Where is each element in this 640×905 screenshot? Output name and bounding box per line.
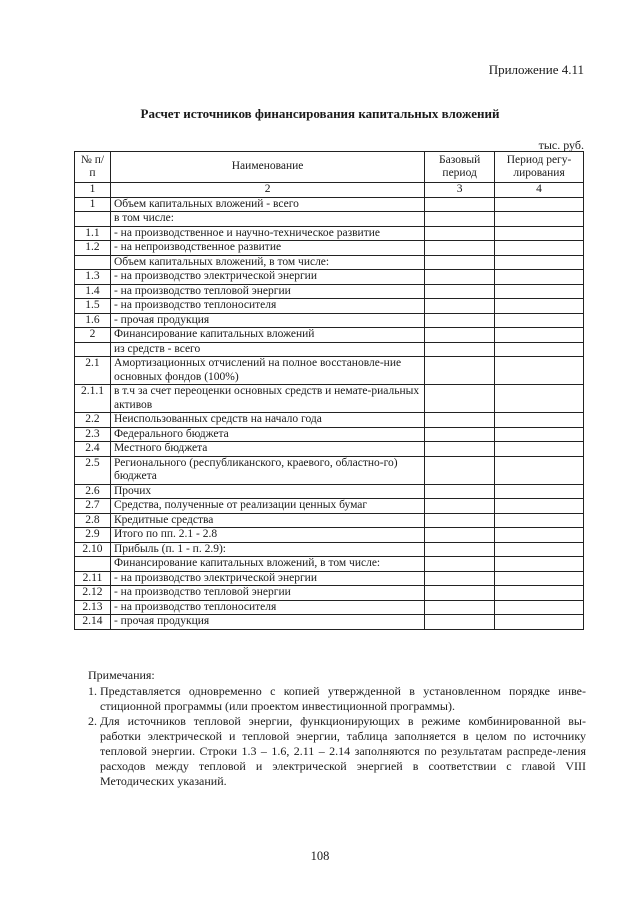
financing-table xyxy=(74,151,584,630)
base-period-cell xyxy=(425,442,495,457)
regulation-period-cell xyxy=(495,586,584,601)
base-period-cell xyxy=(425,456,495,484)
row-number xyxy=(75,342,111,357)
table-row xyxy=(75,385,584,413)
row-number: 2 xyxy=(75,328,111,343)
header-name: Наименование xyxy=(110,152,424,183)
row-number: 1 xyxy=(75,197,111,212)
row-number: 2.14 xyxy=(75,615,111,630)
colnum-1: 1 xyxy=(75,183,111,198)
colnum-3: 3 xyxy=(425,183,495,198)
row-name: - на производство электрической энергии xyxy=(110,571,424,586)
note-item xyxy=(88,684,586,714)
table-row xyxy=(75,313,584,328)
base-period-cell xyxy=(425,357,495,385)
header-base-period: Базовый период xyxy=(425,152,495,183)
table-row xyxy=(75,442,584,457)
notes-heading: Примечания: xyxy=(88,668,155,682)
base-period-cell xyxy=(425,542,495,557)
row-number: 2.10 xyxy=(75,542,111,557)
row-number: 2.6 xyxy=(75,484,111,499)
table-header-row xyxy=(75,152,584,183)
row-name: Финансирование капитальных вложений xyxy=(110,328,424,343)
regulation-period-cell xyxy=(495,542,584,557)
base-period-cell xyxy=(425,284,495,299)
table-row xyxy=(75,528,584,543)
row-number: 2.3 xyxy=(75,427,111,442)
row-name: в том числе: xyxy=(110,212,424,227)
row-number: 1.6 xyxy=(75,313,111,328)
regulation-period-cell xyxy=(495,484,584,499)
regulation-period-cell xyxy=(495,241,584,256)
row-name: - прочая продукция xyxy=(110,615,424,630)
table-row xyxy=(75,357,584,385)
row-number: 2.7 xyxy=(75,499,111,514)
note-text: Представляется одновременно с копией утвержденной в установленном порядке инве-стиционной программы (или проектом инвестиционной программы). xyxy=(100,684,586,713)
regulation-period-cell xyxy=(495,499,584,514)
row-name: Прибыль (п. 1 - п. 2.9): xyxy=(110,542,424,557)
row-name: Объем капитальных вложений, в том числе: xyxy=(110,255,424,270)
regulation-period-cell xyxy=(495,226,584,241)
row-name: Кредитные средства xyxy=(110,513,424,528)
row-name: - на производство тепловой энергии xyxy=(110,284,424,299)
row-name: - на производство электрической энергии xyxy=(110,270,424,285)
base-period-cell xyxy=(425,586,495,601)
units-label: тыс. руб. xyxy=(538,138,584,152)
note-number: 2. xyxy=(88,714,97,728)
base-period-cell xyxy=(425,226,495,241)
table-row xyxy=(75,571,584,586)
row-number: 2.9 xyxy=(75,528,111,543)
regulation-period-cell xyxy=(495,557,584,572)
regulation-period-cell xyxy=(495,342,584,357)
row-name: - на производство теплоносителя xyxy=(110,600,424,615)
row-number: 2.8 xyxy=(75,513,111,528)
row-name: - прочая продукция xyxy=(110,313,424,328)
base-period-cell xyxy=(425,255,495,270)
row-name: Объем капитальных вложений - всего xyxy=(110,197,424,212)
row-number: 2.11 xyxy=(75,571,111,586)
table-row xyxy=(75,212,584,227)
base-period-cell xyxy=(425,270,495,285)
regulation-period-cell xyxy=(495,197,584,212)
base-period-cell xyxy=(425,557,495,572)
row-name: Регионального (республиканского, краевого, областно-го) бюджета xyxy=(110,456,424,484)
regulation-period-cell xyxy=(495,513,584,528)
table-row xyxy=(75,586,584,601)
note-number: 1. xyxy=(88,684,97,698)
row-number: 2.1 xyxy=(75,357,111,385)
table-row xyxy=(75,484,584,499)
table-row xyxy=(75,513,584,528)
base-period-cell xyxy=(425,600,495,615)
table-body xyxy=(75,197,584,629)
row-name: в т.ч за счет переоценки основных средств и немате-риальных активов xyxy=(110,385,424,413)
table-row xyxy=(75,328,584,343)
regulation-period-cell xyxy=(495,615,584,630)
base-period-cell xyxy=(425,528,495,543)
note-text: Для источников тепловой энергии, функционирующих в режиме комбинированной вы-работки электрической и тепловой энергии, таблица заполняется в целом по источнику тепловой энергии. Строки 1.3 – 1.6, 2.11 – 2.14 заполняются по результатам распреде-ления расходов между тепловой и электрической энергией в соответствии с главой VIII Методических указаний. xyxy=(100,714,586,788)
table-row xyxy=(75,615,584,630)
row-number: 1.1 xyxy=(75,226,111,241)
base-period-cell xyxy=(425,413,495,428)
base-period-cell xyxy=(425,484,495,499)
table-row xyxy=(75,413,584,428)
row-name: Средства, полученные от реализации ценных бумаг xyxy=(110,499,424,514)
regulation-period-cell xyxy=(495,385,584,413)
regulation-period-cell xyxy=(495,270,584,285)
row-number: 2.2 xyxy=(75,413,111,428)
table-row xyxy=(75,342,584,357)
row-name: Амортизационных отчислений на полное восстановле-ние основных фондов (100%) xyxy=(110,357,424,385)
base-period-cell xyxy=(425,328,495,343)
base-period-cell xyxy=(425,499,495,514)
header-num: № п/п xyxy=(75,152,111,183)
regulation-period-cell xyxy=(495,284,584,299)
table-row xyxy=(75,456,584,484)
base-period-cell xyxy=(425,385,495,413)
regulation-period-cell xyxy=(495,328,584,343)
row-number: 2.13 xyxy=(75,600,111,615)
regulation-period-cell xyxy=(495,571,584,586)
row-number: 2.5 xyxy=(75,456,111,484)
row-number xyxy=(75,212,111,227)
column-number-row xyxy=(75,183,584,198)
table-row xyxy=(75,427,584,442)
row-number xyxy=(75,255,111,270)
regulation-period-cell xyxy=(495,442,584,457)
table-row xyxy=(75,284,584,299)
base-period-cell xyxy=(425,212,495,227)
page-number: 108 xyxy=(310,849,330,863)
colnum-4: 4 xyxy=(495,183,584,198)
regulation-period-cell xyxy=(495,313,584,328)
base-period-cell xyxy=(425,197,495,212)
base-period-cell xyxy=(425,427,495,442)
row-number: 1.3 xyxy=(75,270,111,285)
header-regulation-period: Период регу-лирования xyxy=(495,152,584,183)
row-name: из средств - всего xyxy=(110,342,424,357)
row-number xyxy=(75,557,111,572)
row-number: 1.2 xyxy=(75,241,111,256)
row-name: Федерального бюджета xyxy=(110,427,424,442)
note-item xyxy=(88,714,586,789)
page-title: Расчет источников финансирования капитальных вложений xyxy=(140,106,500,121)
regulation-period-cell xyxy=(495,357,584,385)
table-row xyxy=(75,600,584,615)
row-name: - на непроизводственное развитие xyxy=(110,241,424,256)
base-period-cell xyxy=(425,241,495,256)
regulation-period-cell xyxy=(495,528,584,543)
base-period-cell xyxy=(425,342,495,357)
table-row xyxy=(75,270,584,285)
notes-block xyxy=(88,668,586,789)
regulation-period-cell xyxy=(495,299,584,314)
table-row xyxy=(75,226,584,241)
row-number: 2.4 xyxy=(75,442,111,457)
row-name: Неиспользованных средств на начало года xyxy=(110,413,424,428)
table-row xyxy=(75,499,584,514)
regulation-period-cell xyxy=(495,212,584,227)
table-row xyxy=(75,241,584,256)
row-name: - на производственное и научно-техническое развитие xyxy=(110,226,424,241)
base-period-cell xyxy=(425,571,495,586)
row-name: Прочих xyxy=(110,484,424,499)
row-name: Финансирование капитальных вложений, в том числе: xyxy=(110,557,424,572)
regulation-period-cell xyxy=(495,456,584,484)
row-number: 1.4 xyxy=(75,284,111,299)
table-row xyxy=(75,197,584,212)
base-period-cell xyxy=(425,313,495,328)
table-row xyxy=(75,299,584,314)
base-period-cell xyxy=(425,513,495,528)
row-name: - на производство теплоносителя xyxy=(110,299,424,314)
row-number: 1.5 xyxy=(75,299,111,314)
row-name: Итого по пп. 2.1 - 2.8 xyxy=(110,528,424,543)
table-row xyxy=(75,557,584,572)
regulation-period-cell xyxy=(495,255,584,270)
table-row xyxy=(75,542,584,557)
row-name: - на производство тепловой энергии xyxy=(110,586,424,601)
regulation-period-cell xyxy=(495,413,584,428)
row-name: Местного бюджета xyxy=(110,442,424,457)
appendix-label: Приложение 4.11 xyxy=(488,62,584,77)
table-row xyxy=(75,255,584,270)
regulation-period-cell xyxy=(495,600,584,615)
row-number: 2.12 xyxy=(75,586,111,601)
regulation-period-cell xyxy=(495,427,584,442)
row-number: 2.1.1 xyxy=(75,385,111,413)
base-period-cell xyxy=(425,615,495,630)
base-period-cell xyxy=(425,299,495,314)
colnum-2: 2 xyxy=(110,183,424,198)
